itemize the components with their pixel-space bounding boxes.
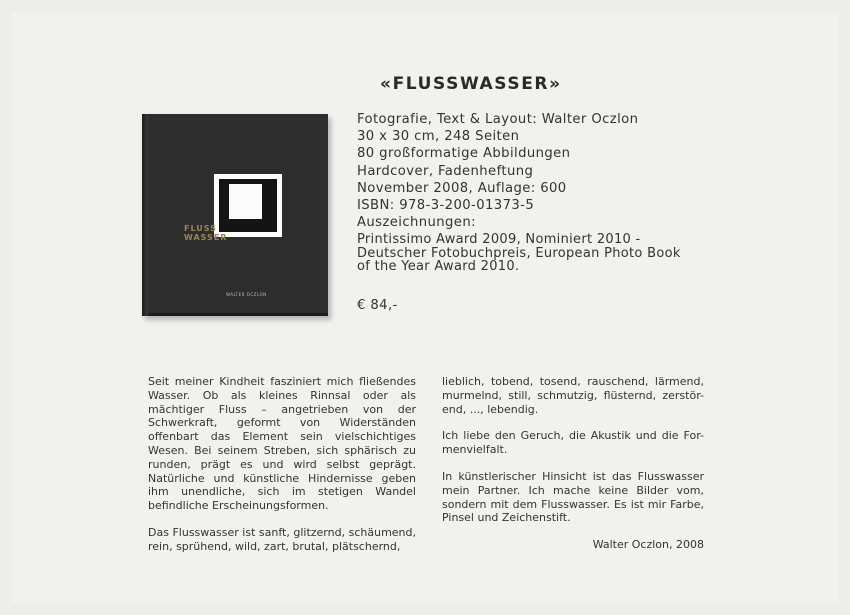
paragraph: lieblich, tobend, tosend, rauschend, lärmend, murmelnd, still, schmutzig, flüsternd, zerstör-end, ..., lebendig. (442, 375, 704, 416)
text-column-left (148, 375, 416, 567)
page-background (12, 12, 838, 603)
spec-awards-heading: Auszeichnungen: (357, 215, 476, 231)
spec-images: 80 großformatige Abbildungen (357, 146, 571, 162)
page-title: «FLUSSWASSER» (380, 74, 562, 94)
award-line: Printissimo Award 2009, Nominiert 2010 - (357, 232, 641, 248)
cover-author: WALTER OCZLON (226, 292, 267, 297)
paragraph: In künstlerischer Hinsicht ist das Flusswasser mein Partner. Ich mache keine Bilder vom, sondern mit dem Flusswasser. Es ist mir Farbe, Pinsel und Zeichenstift. (442, 469, 704, 525)
spec-format: 30 x 30 cm, 248 Seiten (357, 129, 520, 145)
cover-title-line1: FLUSS (184, 224, 217, 233)
book-edge (148, 313, 328, 316)
award-line: Deutscher Fotobuchpreis, European Photo Book (357, 245, 681, 261)
book-spine (142, 114, 148, 316)
book-cover-image (142, 114, 328, 316)
cover-frame-inner (219, 179, 277, 232)
signature: Walter Oczlon, 2008 (592, 538, 704, 552)
award-line: of the Year Award 2010. (357, 259, 520, 275)
text-column-right (442, 375, 704, 565)
price: € 84,- (357, 298, 398, 313)
cover-title (184, 224, 227, 242)
spec-binding: Hardcover, Fadenheftung (357, 163, 534, 179)
cover-title-line2: WASSER (184, 233, 228, 242)
spec-edition: November 2008, Auflage: 600 (357, 180, 567, 196)
paragraph: Ich liebe den Geruch, die Akustik und die For-menvielfalt. (442, 429, 704, 457)
book-specs (357, 111, 697, 274)
spec-isbn: ISBN: 978-3-200-01373-5 (357, 198, 535, 214)
awards-list (357, 233, 697, 274)
spec-credits: Fotografie, Text & Layout: Walter Oczlon (357, 112, 639, 127)
paragraph: Das Flusswasser ist sanft, glitzernd, schäumend, rein, sprühend, wild, zart, brutal, plätschernd, (148, 525, 416, 553)
paragraph: Seit meiner Kindheit fasziniert mich fließendes Wasser. Ob als kleines Rinnsal oder als mächtiger Fluss – angetrieben von der Schwerkraft, geformt von Widerständen offenbart das Element sein vielschichtiges Wesen. Bei seinem Streben, sich sphärisch zu runden, prägt es und wird selbst geprägt. Natürliche und künstliche Hindernisse geben ihm unendliche, sich im stetigen Wandel befindliche Erscheinungsformen. (148, 375, 416, 513)
cover-white-square (229, 184, 262, 219)
